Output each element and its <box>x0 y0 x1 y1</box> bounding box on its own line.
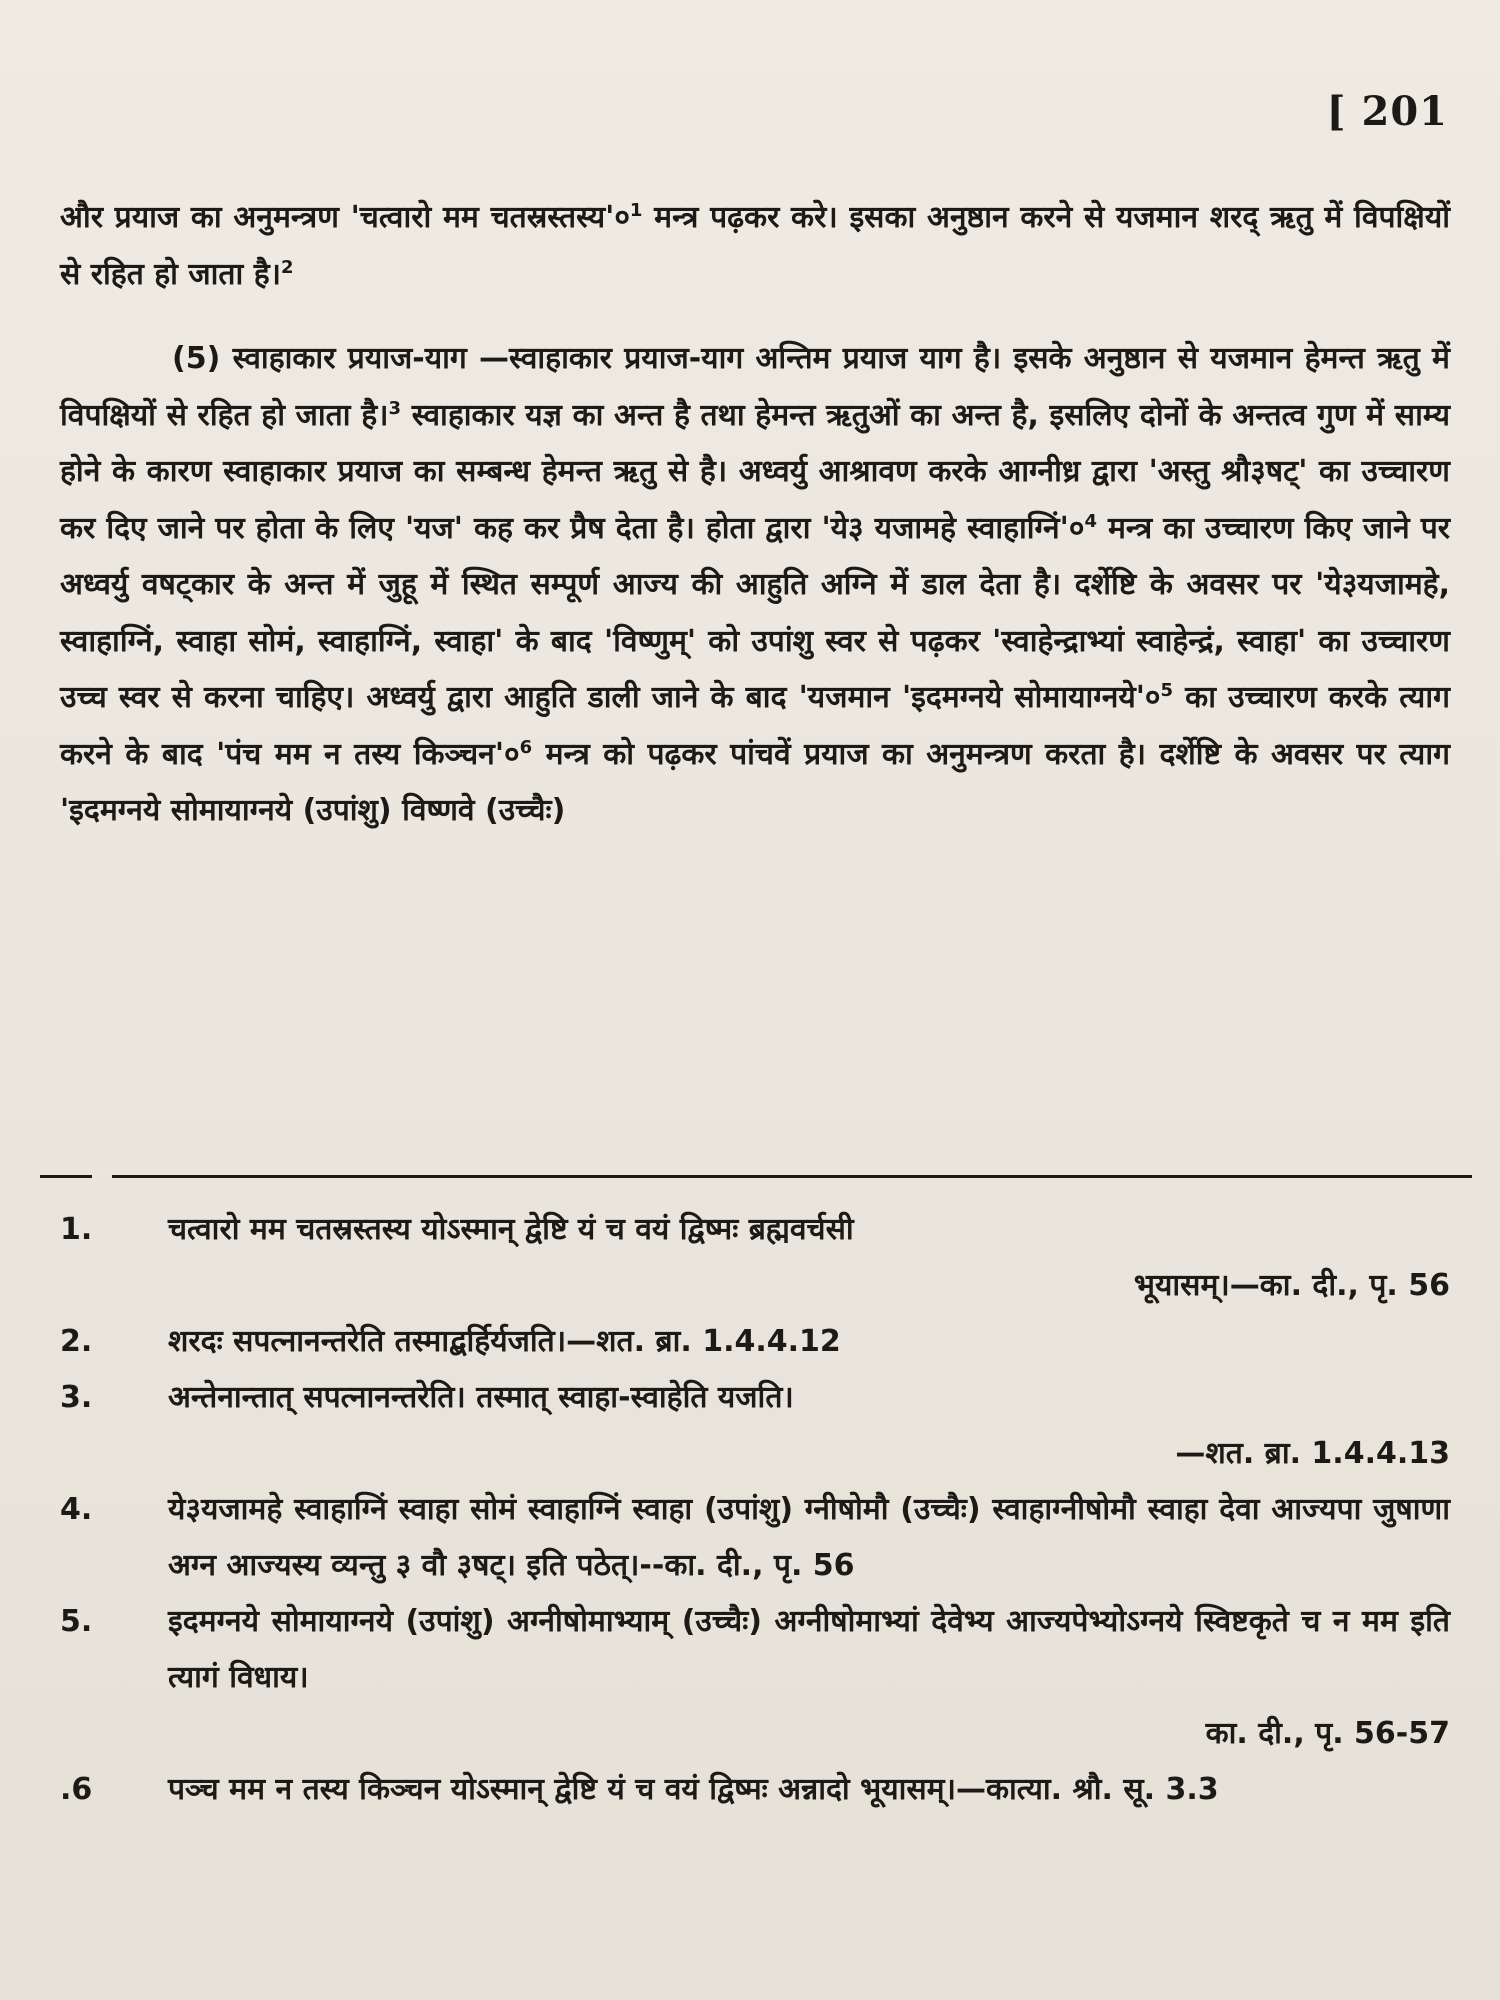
footnote-item <box>60 1202 1450 1314</box>
footnote-body <box>168 1594 1450 1762</box>
footnote-item <box>60 1482 1450 1594</box>
footnote-body <box>168 1314 1450 1370</box>
footnote-ref-2[interactable]: 2 <box>281 256 294 278</box>
footnotes <box>60 1202 1450 1818</box>
paragraph-1 <box>60 190 1450 303</box>
footnote-source: —शत. ब्रा. 1.4.4.13 <box>1175 1436 1450 1471</box>
footnote-body <box>168 1762 1450 1818</box>
text-span: का उच्चारण करके त्याग करने के बाद 'पंच मम न तस्य किञ्चन'० <box>60 680 1450 772</box>
footnote-text: शरदः सपत्नानन्तरेति तस्माद्बर्हिर्यजति।—शत. ब्रा. 1.4.4.12 <box>168 1324 841 1359</box>
footnote-number: 2. <box>60 1324 93 1359</box>
text-span: मन्त्र का उच्चारण किए जाने पर अध्वर्यु वषट्कार के अन्त में जुहू में स्थित सम्पूर्ण आज्य की आहुति अग्नि में डाल देता है। दर्शेष्टि के अवसर पर 'ये३यजामहे, स्वाहाग्निं, स्वाहा सोमं, स्वाहाग्निं, स्वाहा' के बाद 'विष्णुम्' को उपांशु स्वर से पढ़कर 'स्वाहेन्द्राभ्यां स्वाहेन्द्रं, स्वाहा' का उच्चारण उच्च स्वर से करना चाहिए। अध्वर्यु द्वारा आहुति डाली जाने के बाद 'यजमान 'इदमग्नये सोमायाग्नये'० <box>60 510 1450 715</box>
footnote-number: 4. <box>60 1492 93 1527</box>
footnote-number: 3. <box>60 1380 93 1415</box>
main-text <box>60 190 1450 840</box>
footnote-body <box>168 1482 1450 1594</box>
footnote-item <box>60 1314 1450 1370</box>
footnote-ref-6[interactable]: 6 <box>519 736 533 758</box>
footnote-ref-4[interactable]: 4 <box>1084 510 1097 532</box>
footnote-text: ये३यजामहे स्वाहाग्निं स्वाहा सोमं स्वाहाग्निं स्वाहा (उपांशु) ग्नीषोमौ (उच्चैः) स्वाहाग्नीषोमौ स्वाहा देवा आज्यपा जुषाणा अग्न आज्यस्य व्यन्तु ३ वौ ३षट्। इति पठेत्।--का. दी., पृ. 56 <box>168 1492 1450 1583</box>
divider-gap <box>92 1171 112 1179</box>
footnote-body <box>168 1370 1450 1482</box>
paragraph-2 <box>60 331 1450 840</box>
footnote-divider <box>40 1175 1472 1178</box>
footnote-item <box>60 1594 1450 1762</box>
text-span: (5) स्वाहाकार प्रयाज-याग —स्वाहाकार प्रयाज-याग अन्तिम प्रयाज याग है। इसके अनुष्ठान से यजमान हेमन्त ऋतु में विपक्षियों से रहित हो जाता है। <box>60 341 1450 433</box>
footnote-number: 1. <box>60 1212 93 1247</box>
footnote-ref-5[interactable]: 5 <box>1160 680 1174 701</box>
footnote-number: .6 <box>60 1772 93 1807</box>
footnote-ref-3[interactable]: 3 <box>388 397 402 419</box>
footnote-item <box>60 1762 1450 1818</box>
text-span: स्वाहाकार यज्ञ का अन्त है तथा हेमन्त ऋतुओं का अन्त है, इसलिए दोनों के अन्तत्व गुण में साम्य होने के कारण स्वाहाकार प्रयाज का सम्बन्ध हेमन्त ऋतु से है। अध्वर्यु आश्रावण करके आग्नीध्र द्वारा 'अस्तु श्रौ३षट्' का उच्चारण कर दिए जाने पर होता के लिए 'यज' कह कर प्रैष देता है। होता द्वारा 'ये३ यजामहे स्वाहाग्निं'० <box>60 397 1450 546</box>
footnote-ref-1[interactable]: 1 <box>629 200 643 221</box>
footnote-item <box>60 1370 1450 1482</box>
footnote-text: इदमग्नये सोमायाग्नये (उपांशु) अग्नीषोमाभ्याम् (उच्चैः) अग्नीषोमाभ्यां देवेभ्य आज्यपेभ्योऽग्नये स्विष्टकृते च न मम इति त्यागं विधाय। <box>168 1604 1450 1695</box>
footnote-text: अन्तेनान्तात् सपत्नानन्तरेति। तस्मात् स्वाहा-स्वाहेति यजति। <box>168 1380 794 1415</box>
text-span: मन्त्र को पढ़कर पांचवें प्रयाज का अनुमन्त्रण करता है। दर्शेष्टि के अवसर पर त्याग 'इदमग्नये सोमायाग्नये (उपांशु) विष्णवे (उच्चैः) <box>60 736 1450 828</box>
footnote-text: पञ्च मम न तस्य किञ्चन योऽस्मान् द्वेष्टि यं च वयं द्विष्मः अन्नादो भूयासम्।—कात्या. श्रौ. सू. 3.3 <box>168 1772 1219 1807</box>
page-number: [ 201 <box>1326 88 1448 135</box>
footnote-text: चत्वारो मम चतस्रस्तस्य योऽस्मान् द्वेष्टि यं च वयं द्विष्मः ब्रह्मवर्चसी <box>168 1212 854 1247</box>
text-span: मन्त्र पढ़कर करे। इसका अनुष्ठान करने से यजमान शरद् ऋतु में विपक्षियों से रहित हो जाता है। <box>60 200 1450 292</box>
footnote-source: का. दी., पृ. 56-57 <box>1205 1716 1450 1751</box>
footnote-body <box>168 1202 1450 1314</box>
footnote-number: 5. <box>60 1604 93 1639</box>
text-span: और प्रयाज का अनुमन्त्रण 'चत्वारो मम चतस्रस्तस्य'० <box>60 200 630 235</box>
footnote-source: भूयासम्।—का. दी., पृ. 56 <box>1133 1268 1450 1303</box>
